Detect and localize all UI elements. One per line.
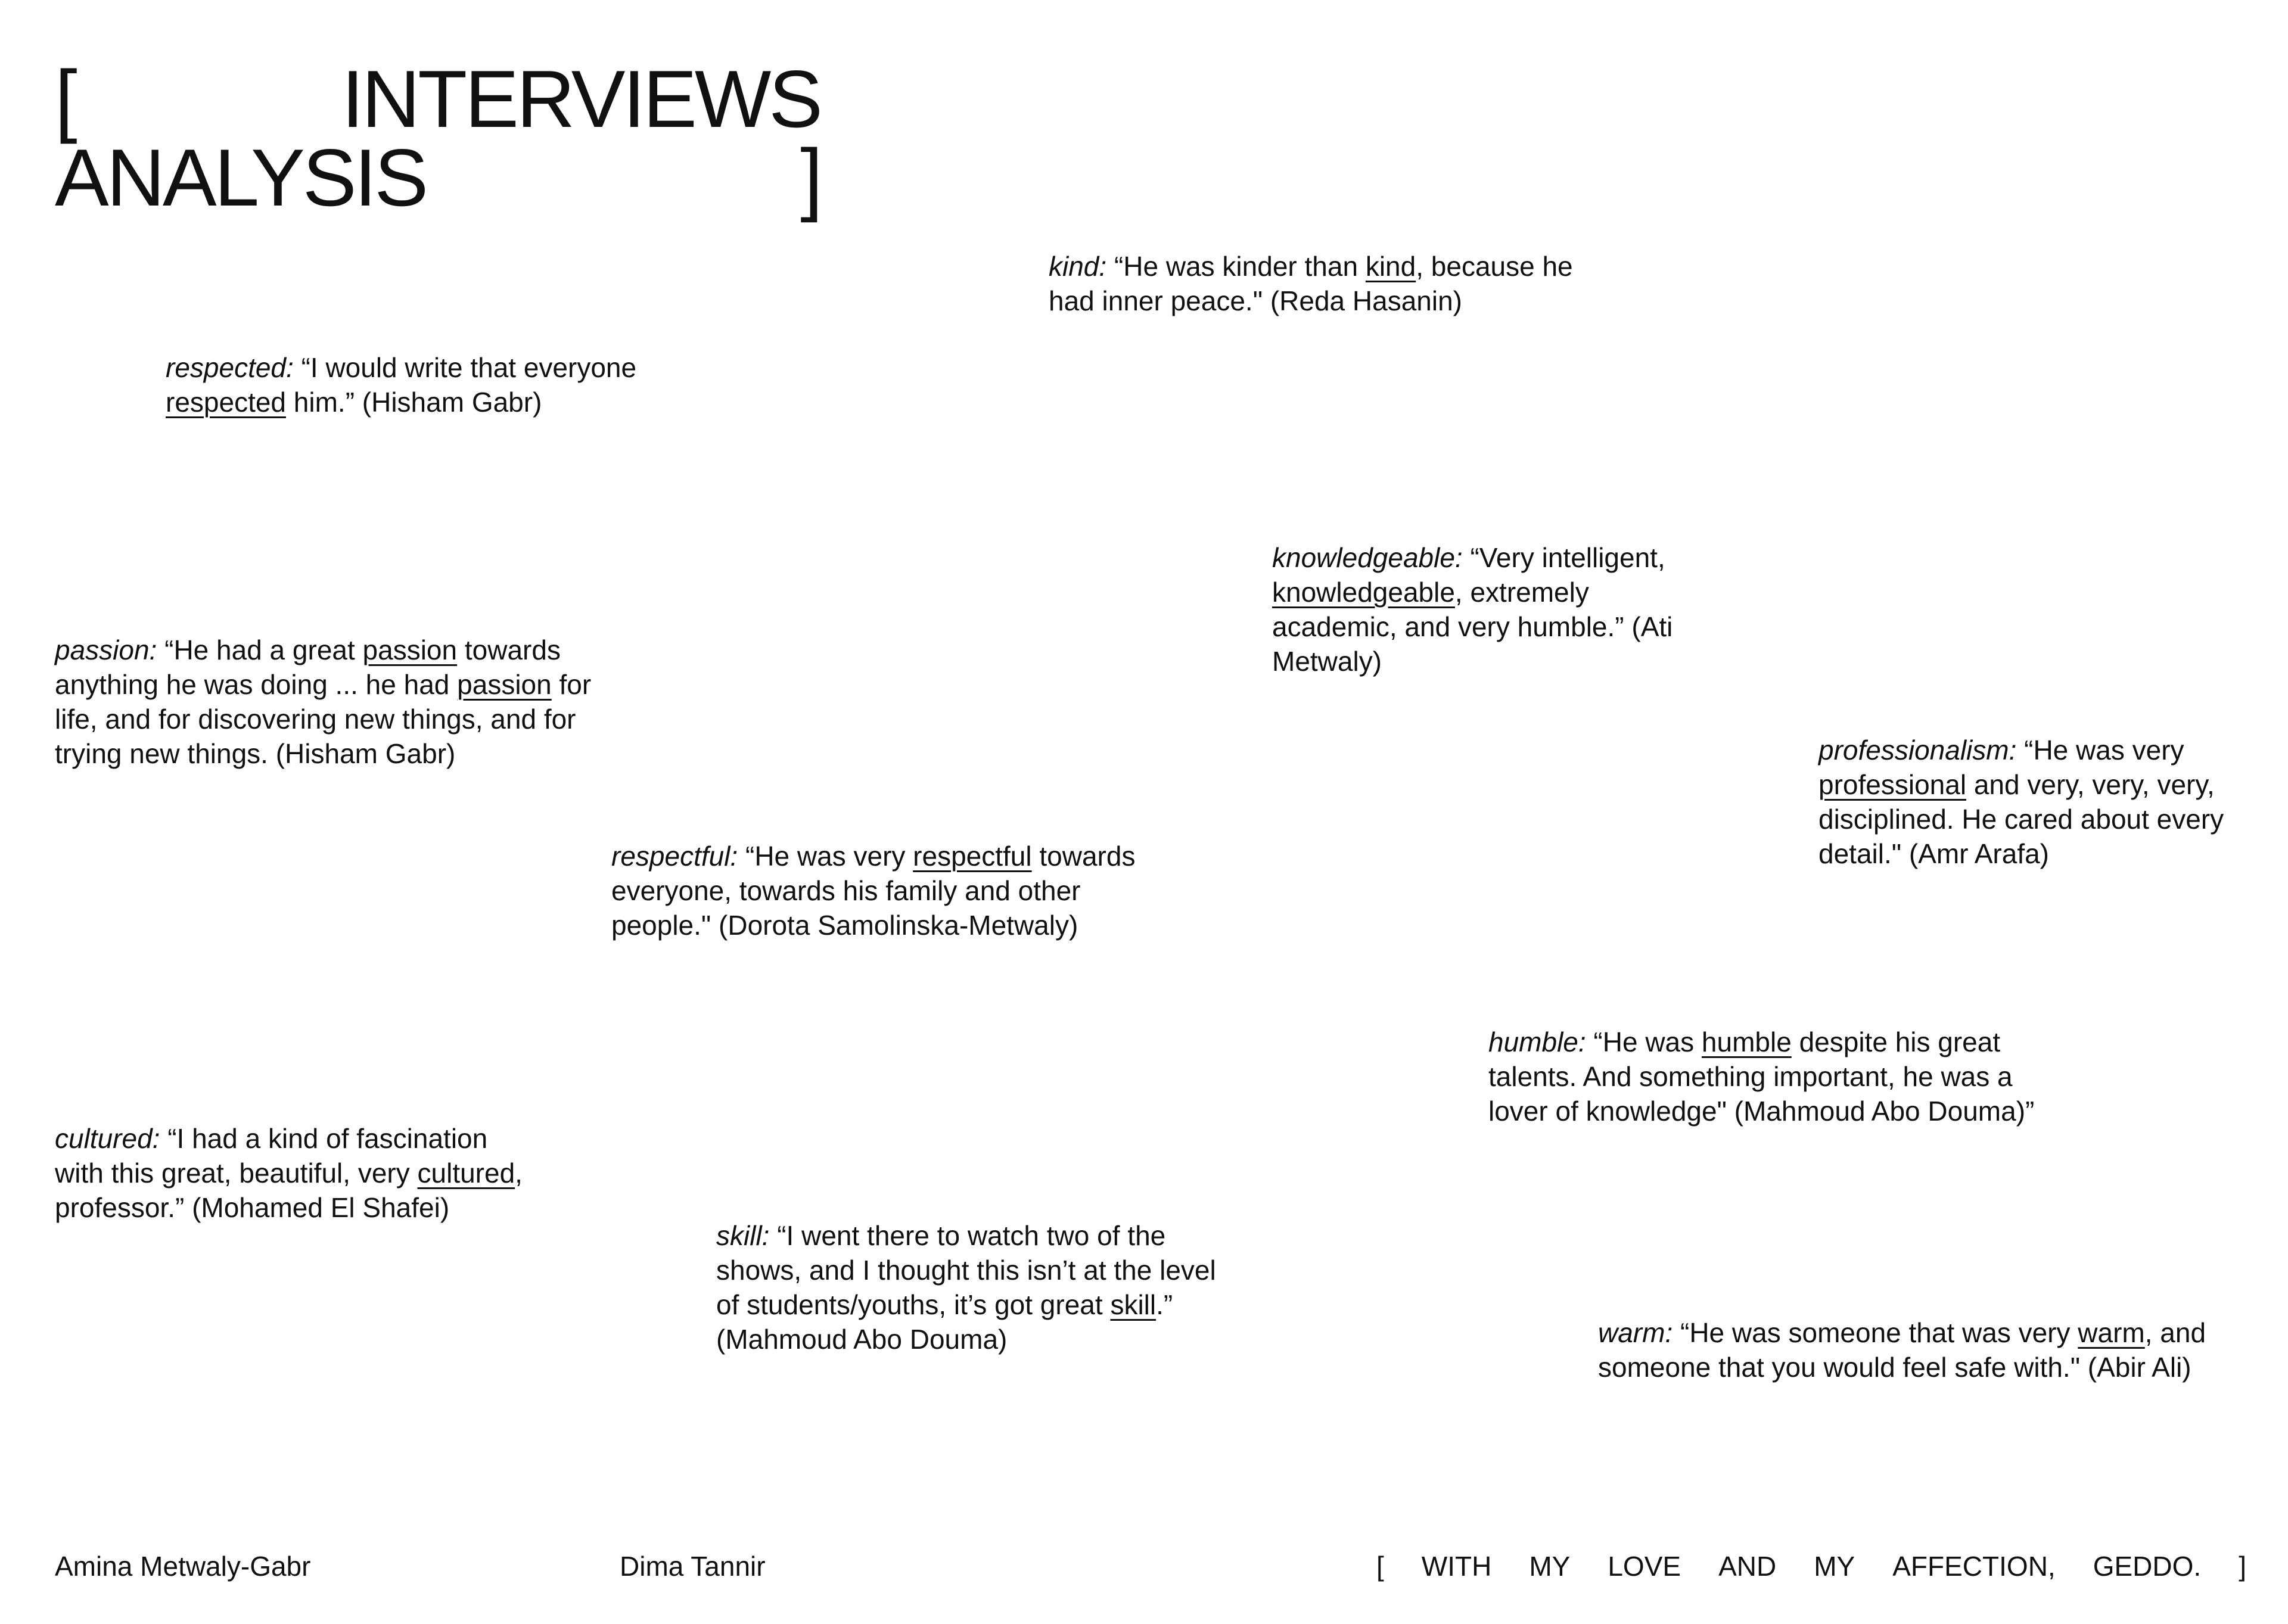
quote-passion: [55, 633, 609, 771]
quote-text: despite his great talents. And something important, he was a lover of knowledge" (Mahmoud Abo Douma)”: [1488, 1026, 2035, 1127]
footer-author-2: Dima Tannir: [620, 1551, 766, 1582]
quote-keyword: passion: [362, 634, 458, 665]
quote-text: towards anything he was doing ... he had: [55, 634, 561, 700]
quote-text: and very, very, very, disciplined. He cared about every detail." (Amr Arafa): [1818, 769, 2224, 869]
quote-respectful: [611, 839, 1165, 942]
footer-motto: [1376, 1549, 2246, 1583]
quote-term: knowledgeable:: [1272, 542, 1463, 573]
title-word-analysis: ANALYSIS: [55, 132, 427, 223]
quote-text: , because he had inner peace." (Reda Hasanin): [1049, 251, 1573, 316]
quote-text: , and someone that you would feel safe with." (Abir Ali): [1598, 1317, 2206, 1383]
quote-keyword: respected: [166, 387, 287, 418]
title-row-1: [55, 54, 820, 144]
quote-keyword: respectful: [913, 841, 1032, 872]
quote-text: “He was very: [2016, 735, 2184, 766]
quote-keyword: knowledgeable: [1272, 577, 1455, 608]
motto-word: MY: [1814, 1551, 1855, 1582]
quote-term: professionalism:: [1818, 735, 2017, 766]
quote-term: skill:: [716, 1220, 770, 1251]
quote-text: “He was: [1586, 1026, 1702, 1057]
motto-word: AFFECTION,: [1892, 1551, 2056, 1582]
quote-text: “He had a great: [157, 634, 363, 665]
quote-text: “I went there to watch two of the shows, and I thought this isn’t at the level of students/youths, it’s got great: [716, 1220, 1216, 1320]
quote-term: warm:: [1598, 1317, 1673, 1348]
quote-text: “I had a kind of fascination with this great, beautiful, very: [55, 1123, 488, 1189]
quote-keyword: warm: [2078, 1317, 2145, 1348]
motto-word: GEDDO.: [2093, 1551, 2202, 1582]
quote-term: humble:: [1488, 1026, 1586, 1057]
quote-text: “He was kinder than: [1106, 251, 1366, 282]
motto-word: AND: [1718, 1551, 1777, 1582]
title-open-bracket: [: [55, 54, 75, 144]
quote-respected: [166, 350, 657, 419]
title-word-interviews: INTERVIEWS: [341, 54, 820, 144]
quote-term: cultured:: [55, 1123, 160, 1154]
title-close-bracket: ]: [800, 132, 820, 223]
motto-word: [: [1376, 1551, 1384, 1582]
footer-author-1: Amina Metwaly-Gabr: [55, 1551, 311, 1582]
motto-word: LOVE: [1608, 1551, 1681, 1582]
quote-text: .” (Mahmoud Abo Douma): [716, 1289, 1173, 1355]
quote-warm: [1598, 1315, 2224, 1385]
quote-text: , extremely academic, and very humble.” (Ati Metwaly): [1272, 577, 1673, 677]
quote-term: respectful:: [611, 841, 738, 872]
quote-keyword: kind: [1365, 251, 1416, 282]
quote-professionalism: [1818, 733, 2247, 871]
motto-word: MY: [1529, 1551, 1571, 1582]
quote-keyword: humble: [1701, 1026, 1792, 1057]
title-row-2: [55, 132, 820, 223]
quote-kind: [1049, 249, 1585, 318]
quote-term: kind:: [1049, 251, 1107, 282]
quote-text: towards everyone, towards his family and other people." (Dorota Samolinska-Metwaly): [611, 841, 1136, 941]
quote-keyword: professional: [1818, 769, 1967, 800]
quote-skill: [716, 1218, 1235, 1357]
motto-word: ]: [2239, 1551, 2246, 1582]
quote-text: “I would write that everyone: [293, 352, 637, 383]
quote-text: him.” (Hisham Gabr): [286, 387, 542, 418]
quote-text: , professor.” (Mohamed El Shafei): [55, 1158, 523, 1223]
quote-knowledgeable: [1272, 540, 1683, 679]
quote-keyword: passion: [457, 669, 552, 700]
quote-text: “He was someone that was very: [1673, 1317, 2078, 1348]
quote-text: “He was very: [738, 841, 913, 872]
quote-text: “Very intelligent,: [1462, 542, 1665, 573]
quote-keyword: skill: [1110, 1289, 1157, 1320]
quote-term: passion:: [55, 634, 157, 665]
quote-cultured: [55, 1121, 523, 1225]
quote-humble: [1488, 1025, 2048, 1128]
quote-keyword: cultured: [417, 1158, 515, 1189]
quote-text: for life, and for discovering new things, and for trying new things. (Hisham Gabr): [55, 669, 592, 769]
quote-term: respected:: [166, 352, 294, 383]
motto-word: WITH: [1421, 1551, 1492, 1582]
page-title: [55, 54, 820, 223]
